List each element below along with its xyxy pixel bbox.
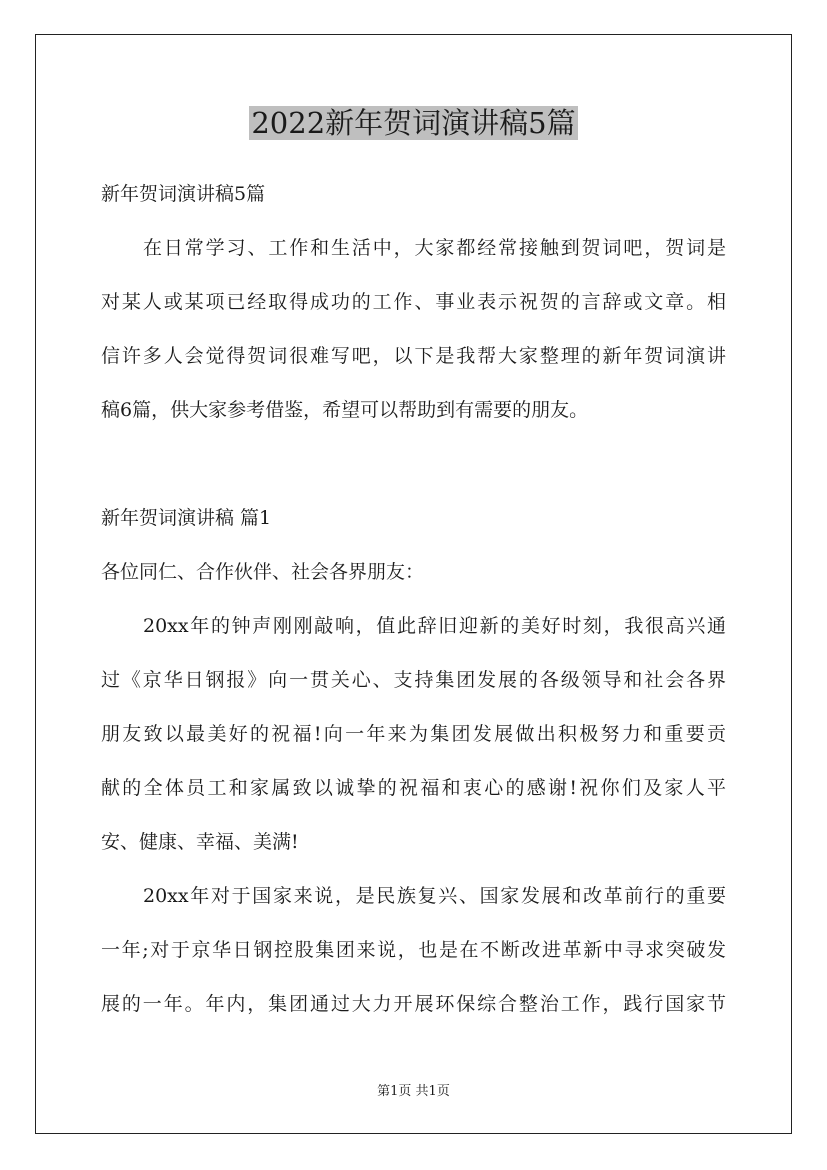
paragraph1-line-3: 朋友致以最美好的祝福!向一年来为集团发展做出积极努力和重要贡 <box>101 723 726 745</box>
intro-line-1: 在日常学习、工作和生活中，大家都经常接触到贺词吧，贺词是 <box>143 237 726 259</box>
paragraph2-line-1: 20xx年对于国家来说，是民族复兴、国家发展和改革前行的重要 <box>143 885 726 907</box>
paragraph2-line-3: 展的一年。年内，集团通过大力开展环保综合整治工作，践行国家节 <box>101 993 726 1015</box>
paragraph2-line-2: 一年;对于京华日钢控股集团来说，也是在不断改进革新中寻求突破发 <box>101 939 726 961</box>
section-heading: 新年贺词演讲稿 篇1 <box>101 507 272 529</box>
intro-line-2: 对某人或某项已经取得成功的工作、事业表示祝贺的言辞或文章。相 <box>101 291 726 313</box>
document-subtitle: 新年贺词演讲稿5篇 <box>101 183 266 205</box>
paragraph1-line-1: 20xx年的钟声刚刚敲响，值此辞旧迎新的美好时刻，我很高兴通 <box>143 615 726 637</box>
salutation: 各位同仁、合作伙伴、社会各界朋友： <box>101 561 425 583</box>
document-title: 2022新年贺词演讲稿5篇 <box>251 106 576 140</box>
page-footer: 第1页 共1页 <box>377 1084 450 1099</box>
paragraph1-line-2: 过《京华日钢报》向一贯关心、支持集团发展的各级领导和社会各界 <box>101 669 726 691</box>
paragraph1-line-4: 献的全体员工和家属致以诚挚的祝福和衷心的感谢!祝你们及家人平 <box>101 777 726 799</box>
paragraph1-line-5: 安、健康、幸福、美满! <box>101 831 299 853</box>
intro-line-3: 信许多人会觉得贺词很难写吧，以下是我帮大家整理的新年贺词演讲 <box>101 345 726 367</box>
intro-line-4: 稿6篇，供大家参考借鉴，希望可以帮助到有需要的朋友。 <box>101 399 589 421</box>
